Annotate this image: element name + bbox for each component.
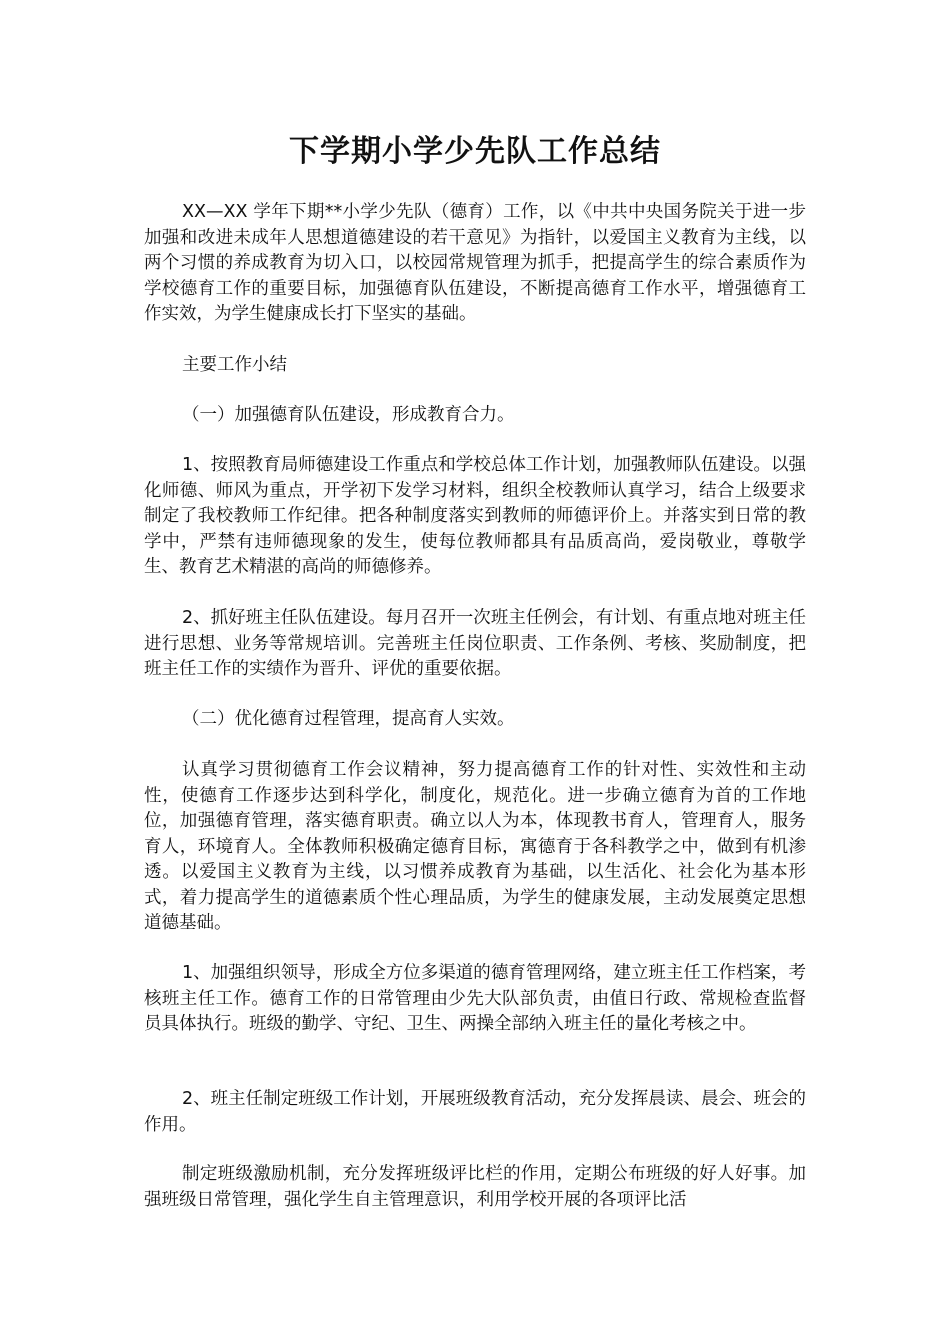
- paragraph-section-heading: 主要工作小结: [182, 355, 287, 375]
- paragraph-subheading-2: （二）优化德育过程管理，提高育人实效。: [182, 709, 515, 729]
- paragraph-subheading-1: （一）加强德育队伍建设，形成教育合力。: [182, 405, 515, 425]
- document-title: 下学期小学少先队工作总结: [289, 134, 661, 169]
- paragraph-item-2-2: 2、班主任制定班级工作计划，开展班级教育活动，充分发挥晨读、晨会、班会的作用。: [144, 1089, 806, 1135]
- paragraph-body-2: 认真学习贯彻德育工作会议精神，努力提高德育工作的针对性、实效性和主动性，使德育工作逐步达到科学化，制度化，规范化。进一步确立德育为首的工作地位，加强德育管理，落实德育职责。确立以人为本，体现教书育人，管理育人，服务育人，环境育人。全体教师积极确定德育目标，寓德育于各科教学之中，做到有机渗透。以爱国主义教育为主线，以习惯养成教育为基础，以生活化、社会化为基本形式，着力提高学生的道德素质个性心理品质，为学生的健康发展，主动发展奠定思想道德基础。: [144, 760, 806, 933]
- paragraph-item-2-1: 1、加强组织领导，形成全方位多渠道的德育管理网络，建立班主任工作档案，考核班主任工作。德育工作的日常管理由少先大队部负责，由值日行政、常规检查监督员具体执行。班级的勤学、守纪、卫生、两操全部纳入班主任的量化考核之中。: [144, 963, 806, 1034]
- paragraph-intro: XX—XX 学年下期**小学少先队（德育）工作，以《中共中央国务院关于进一步加强和改进未成年人思想道德建设的若干意见》为指针，以爱国主义教育为主线，以两个习惯的养成教育为切入口，以校园常规管理为抓手，把提高学生的综合素质作为学校德育工作的重要目标，加强德育队伍建设，不断提高德育工作水平，增强德育工作实效，为学生健康成长打下坚实的基础。: [144, 202, 806, 324]
- paragraph-item-1-2: 2、抓好班主任队伍建设。每月召开一次班主任例会，有计划、有重点地对班主任进行思想、业务等常规培训。完善班主任岗位职责、工作条例、考核、奖励制度，把班主任工作的实绩作为晋升、评优的重要依据。: [144, 608, 806, 679]
- paragraph-item-2-3: 制定班级激励机制，充分发挥班级评比栏的作用，定期公布班级的好人好事。加强班级日常管理，强化学生自主管理意识，利用学校开展的各项评比活: [144, 1164, 806, 1210]
- paragraph-item-1-1: 1、按照教育局师德建设工作重点和学校总体工作计划，加强教师队伍建设。以强化师德、师风为重点，开学初下发学习材料，组织全校教师认真学习，结合上级要求制定了我校教师工作纪律。把各种制度落实到教师的师德评价上。并落实到日常的教学中，严禁有违师德现象的发生，使每位教师都具有品质高尚，爱岗敬业，尊敬学生、教育艺术精湛的高尚的师德修养。: [144, 455, 806, 577]
